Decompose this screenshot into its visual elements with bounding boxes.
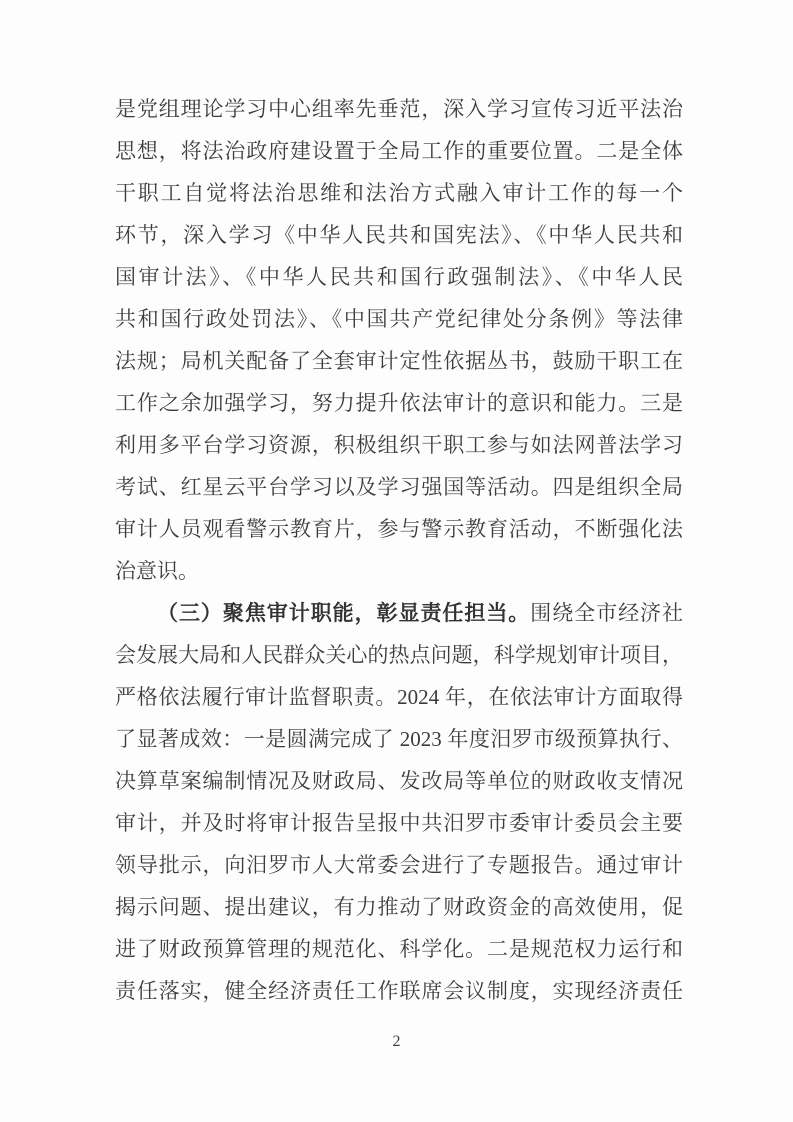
text-line [115, 508, 683, 550]
text-line [115, 718, 683, 760]
text-line [115, 970, 683, 1012]
section-heading-text: （三）聚焦审计职能，彰显责任担当。 [157, 601, 531, 625]
text-line [115, 340, 683, 382]
body-text: 领导批示，向汨罗市人大常委会进行了专题报告。通过审计 [115, 853, 683, 877]
body-text: 决算草案编制情况及财政局、发改局等单位的财政收支情况 [115, 769, 683, 793]
body-text: 围绕全市经济社 [530, 601, 684, 625]
text-line [115, 844, 683, 886]
body-text: 会发展大局和人民群众关心的热点问题，科学规划审计项目， [115, 643, 683, 667]
text-line [115, 634, 683, 676]
text-line [115, 928, 683, 970]
page-number: 2 [392, 1033, 401, 1050]
body-text: 共和国行政处罚法》、《中国共产党纪律处分条例》等法律 [115, 307, 683, 331]
body-text: 法规；局机关配备了全套审计定性依据丛书，鼓励干职工在 [115, 349, 683, 373]
text-line [115, 886, 683, 928]
text-line [115, 214, 683, 256]
text-line [115, 466, 683, 508]
body-text: 工作之余加强学习，努力提升依法审计的意识和能力。三是 [115, 391, 683, 415]
text-line [115, 382, 683, 424]
body-text: 审计，并及时将审计报告呈报中共汨罗市委审计委员会主要 [115, 811, 683, 835]
body-text: 揭示问题、提出建议，有力推动了财政资金的高效使用，促 [115, 895, 683, 919]
text-line [115, 130, 683, 172]
body-text: 环节，深入学习《中华人民共和国宪法》、《中华人民共和 [115, 223, 683, 247]
text-line [115, 172, 683, 214]
text-line [115, 298, 683, 340]
document-body [115, 88, 683, 1012]
body-text: 是党组理论学习中心组率先垂范，深入学习宣传习近平法治 [115, 97, 683, 121]
text-line [115, 424, 683, 466]
text-line [115, 88, 683, 130]
text-line [115, 256, 683, 298]
body-text: 进了财政预算管理的规范化、科学化。二是规范权力运行和 [115, 937, 683, 961]
text-line [115, 760, 683, 802]
body-text: 利用多平台学习资源，积极组织干职工参与如法网普法学习 [115, 433, 683, 457]
text-line [115, 802, 683, 844]
text-line [115, 592, 683, 634]
text-line [115, 550, 683, 592]
body-text: 考试、红星云平台学习以及学习强国等活动。四是组织全局 [115, 475, 683, 499]
text-line [115, 676, 683, 718]
body-text: 严格依法履行审计监督职责。2024 年，在依法审计方面取得 [115, 685, 683, 709]
body-text: 治意识。 [115, 559, 199, 583]
body-text: 国审计法》、《中华人民共和国行政强制法》、《中华人民 [115, 265, 683, 289]
body-text: 干职工自觉将法治思维和法治方式融入审计工作的每一个 [115, 181, 683, 205]
body-text: 思想，将法治政府建设置于全局工作的重要位置。二是全体 [115, 139, 683, 163]
body-text: 审计人员观看警示教育片，参与警示教育活动，不断强化法 [115, 517, 683, 541]
body-text: 责任落实，健全经济责任工作联席会议制度，实现经济责任 [115, 979, 683, 1003]
body-text: 了显著成效：一是圆满完成了 2023 年度汨罗市级预算执行、 [115, 727, 683, 751]
